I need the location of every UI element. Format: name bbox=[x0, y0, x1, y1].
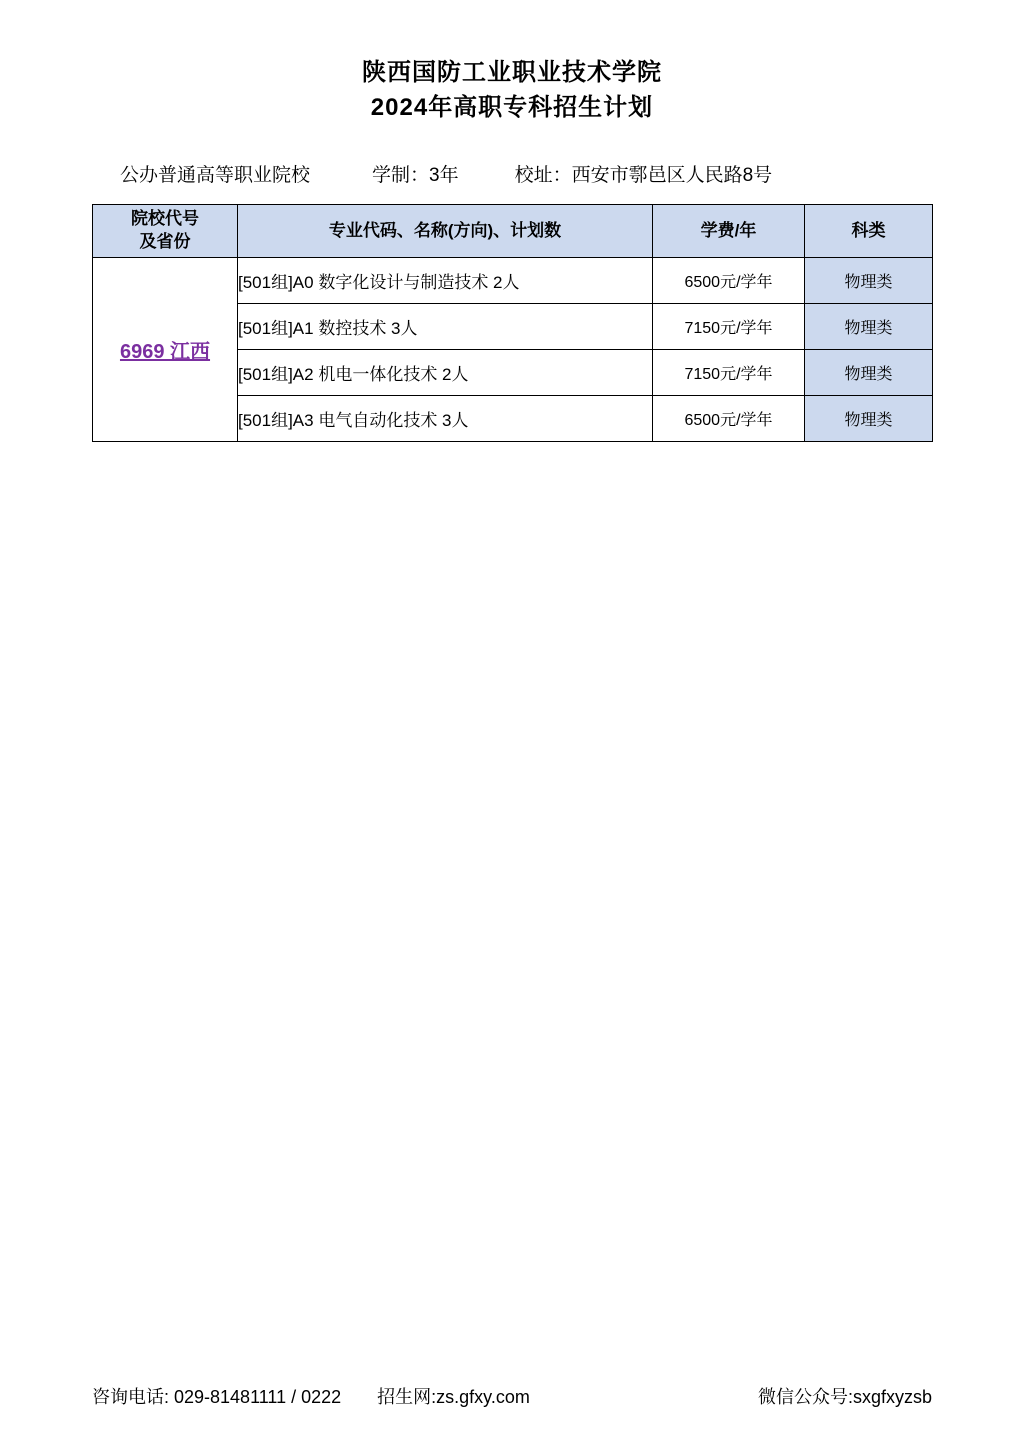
table-row bbox=[93, 258, 933, 304]
title-block bbox=[0, 0, 1024, 126]
footer-website: 招生网:zs.gfxy.com bbox=[377, 1387, 530, 1407]
major-cell: [501组]A2 机电一体化技术 2人 bbox=[238, 350, 653, 396]
fee-cell: 6500元/学年 bbox=[653, 258, 805, 304]
institution-code-cell bbox=[93, 258, 238, 442]
institution-code-text: 6969 江西 bbox=[119, 341, 211, 363]
column-header-type: 科类 bbox=[805, 205, 933, 258]
column-header-code-line2: 及省份 bbox=[139, 232, 191, 251]
fee-cell: 6500元/学年 bbox=[653, 396, 805, 442]
subject-type-cell: 物理类 bbox=[805, 258, 933, 304]
school-info-row bbox=[0, 160, 1024, 187]
footer bbox=[0, 1383, 1024, 1409]
column-header-code-line1: 院校代号 bbox=[131, 209, 199, 229]
subject-type-cell: 物理类 bbox=[805, 396, 933, 442]
fee-cell: 7150元/学年 bbox=[653, 304, 805, 350]
admission-plan-table bbox=[92, 204, 933, 442]
footer-left-group bbox=[92, 1383, 530, 1409]
column-header-fee: 学费/年 bbox=[653, 205, 805, 258]
table-header-row bbox=[93, 205, 933, 258]
column-header-code bbox=[93, 205, 238, 258]
subject-type-cell: 物理类 bbox=[805, 304, 933, 350]
fee-cell: 7150元/学年 bbox=[653, 350, 805, 396]
page-title: 陕西国防工业职业技术学院 bbox=[362, 59, 662, 86]
subject-type-cell: 物理类 bbox=[805, 350, 933, 396]
footer-phone: 咨询电话: 029-81481111 / 0222 bbox=[92, 1387, 342, 1407]
school-type-label: 公办普通高等职业院校 bbox=[120, 164, 311, 186]
footer-wechat: 微信公众号:sxgfxyzsb bbox=[757, 1387, 932, 1407]
major-cell: [501组]A3 电气自动化技术 3人 bbox=[238, 396, 653, 442]
page-subtitle: 2024年高职专科招生计划 bbox=[370, 93, 654, 121]
column-header-major: 专业代码、名称(方向)、计划数 bbox=[238, 205, 653, 258]
school-address-label: 校址：西安市鄠邑区人民路8号 bbox=[514, 164, 773, 186]
major-cell: [501组]A1 数控技术 3人 bbox=[238, 304, 653, 350]
major-cell: [501组]A0 数字化设计与制造技术 2人 bbox=[238, 258, 653, 304]
school-system-label: 学制：3年 bbox=[372, 164, 459, 186]
